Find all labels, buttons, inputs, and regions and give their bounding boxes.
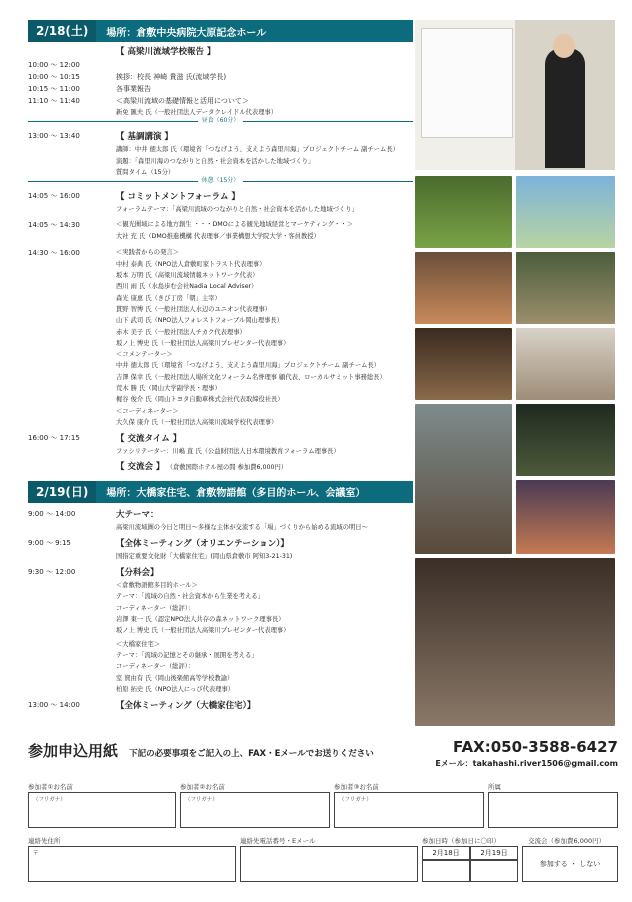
bunkakai-a-line: テーマ：「流域の自然・社会資本から生業を考える」 xyxy=(116,593,264,601)
rest-break: 休憩（15分） xyxy=(28,181,413,188)
lunch-break: 昼食（60分） xyxy=(28,121,413,128)
day2-date: 2/19(日) xyxy=(28,481,96,503)
theme-label: 大テーマ： xyxy=(116,509,159,520)
lecture-speaker: 講師：中井 徳太郎 氏（環境省「つなげよう、支えよう森里川海」プロジェクトチーム 副チーム長） xyxy=(116,146,399,154)
section-commit-title: 【 コミットメントフォーラム 】 xyxy=(116,192,240,203)
basic-info-speaker: 新免 匯夫 氏（一般社団法人データクレイドル代表理事） xyxy=(116,109,278,116)
day1-place: 場所：倉敷中央病院大原記念ホール xyxy=(106,27,267,39)
label-phone: 連絡先電話番号・Eメール xyxy=(240,837,316,845)
phone-field[interactable] xyxy=(240,846,418,882)
practitioners-title: ＜実践者からの発言＞ xyxy=(116,248,179,256)
date2-option[interactable]: 2月19日 xyxy=(470,846,518,860)
practitioner-item: 坂ノ上 博史 氏（一般社団法人高梁川プレゼンター代表理事） xyxy=(116,339,290,347)
bunkakai-a-line: 坂ノ上 博史 氏（一般社団法人高梁川プレゼンター代表理事） xyxy=(116,627,290,635)
date2-checkbox[interactable] xyxy=(470,860,518,882)
time-basic-info: 11:10 ～ 11:40 xyxy=(28,97,80,105)
time-practitioners: 14:30 ～ 16:00 xyxy=(28,248,80,257)
form-title: 参加申込用紙 xyxy=(28,742,119,760)
practitioner-item: 坂本 万明 氏（高梁川流域情報ネットワーク代表） xyxy=(116,272,259,280)
day2-place: 場所：大橋家住宅、倉敷物語館（多目的ホール、会議室） xyxy=(106,488,366,500)
practitioner-item: 貫野 智博 氏（一般社団法人水辺のユニオン代表理事） xyxy=(116,305,272,313)
address-field[interactable]: 〒 xyxy=(28,846,236,882)
practitioner-item: 山下 武司 氏（NPO法人フォレストフォーブル岡山理事長） xyxy=(116,317,284,325)
time-reports: 10:15 ～ 11:00 xyxy=(28,85,80,93)
time-commit: 14:05 ～ 16:00 xyxy=(28,192,80,201)
commentator-item: 吉澤 保幸 氏（一般社団法人場所文化フォーラム名誉理事 顧代表、ローカルサミット事務総長） xyxy=(116,373,386,381)
practitioner-item: 森光 康恵 氏（きび丁房「朝」主宰） xyxy=(116,294,221,302)
theme-text: 高梁川流域圏の今日と明日～多様な主体が交流する「場」づくりから始める流域の明日～ xyxy=(116,523,368,531)
bunkakai-title: 【分科会】 xyxy=(116,568,159,579)
name2-field[interactable]: （フリガナ） xyxy=(180,792,330,828)
commentator-item: 中井 徳太郎 氏（環境省「つなげよう、支えよう森里川海」プロジェクトチーム 副チーム長） xyxy=(116,362,381,370)
application-form xyxy=(28,738,618,868)
time-lecture: 13:00 ～ 13:40 xyxy=(28,132,80,141)
affiliation-field[interactable] xyxy=(488,792,618,828)
date1-option[interactable]: 2月18日 xyxy=(422,846,470,860)
practitioner-item: 中村 泰典 氏（NPO法人倉敷町家トラスト代表理事） xyxy=(116,260,266,268)
exchange-facilitator: ファシリテーター：川嶋 直 氏（公益財団法人日本環境教育フォーラム理事長） xyxy=(116,448,340,456)
specimen-photo xyxy=(516,328,615,400)
section-lecture-title: 【 基調講演 】 xyxy=(116,132,173,143)
meeting-place: 国指定重要文化財「大橋家住宅」(岡山県倉敷市 阿知3-21-31) xyxy=(116,552,293,560)
birdhouse-photo xyxy=(415,404,512,554)
coordinator-title: ＜コーディネーター＞ xyxy=(116,407,179,415)
section-exchange-title: 【 交流タイム 】 xyxy=(116,434,182,445)
bunkakai-b-line: 柏原 拓史 氏（NPO法人にっぴ代表理事） xyxy=(116,685,235,693)
greeting-text: 挨拶：校長 神崎 貴滋 氏(流域学長) xyxy=(116,73,227,81)
time-greeting: 10:00 ～ 10:15 xyxy=(28,73,80,81)
fax-number: FAX:050-3588-6427 xyxy=(453,738,618,756)
bunkakai-a-line: 岩澤 東一 氏（認定NPO法人共存の森ネットワーク理事長） xyxy=(116,616,285,624)
name1-field[interactable]: （フリガナ） xyxy=(28,792,176,828)
bunkakai-a-title: ＜倉敷物語館多目的ホール＞ xyxy=(116,582,198,590)
group-photo xyxy=(516,252,615,324)
day1-header xyxy=(28,20,413,42)
email-address: Eメール：takahashi.river1506@gmail.com xyxy=(435,759,618,768)
bunkakai-b-line: テーマ：「流域の記憶とその継承・展開を考える」 xyxy=(116,651,258,659)
meeting-title: 【全体ミーティング（オリエンテーション）】 xyxy=(116,538,289,549)
practitioner-item: 西川 雨 氏（水島歩む会社Nadia Local Adviser） xyxy=(116,283,258,291)
time-report: 10:00 ～ 12:00 xyxy=(28,61,80,69)
reports-text: 各事業報告 xyxy=(116,85,151,93)
label-date: 参加日時（参加日に〇印） xyxy=(422,837,500,845)
night-photo xyxy=(516,404,615,476)
dmo-title: ＜観光圏域による地方創生 ・・・DMOによる観光地域経営とマーケティング・・＞ xyxy=(116,221,353,229)
time-exchange: 16:00 ～ 17:15 xyxy=(28,434,80,443)
bunkakai-b-title: ＜大橋家住宅＞ xyxy=(116,640,161,648)
bunkakai-b-line: コーディネーター（総評）： xyxy=(116,663,195,671)
schedule xyxy=(28,20,413,712)
time-meeting: 9:00 ～ 9:15 xyxy=(28,538,71,547)
label-name3: 参加者③お名前 xyxy=(334,783,379,791)
dmo-speaker: 大社 充 氏（DMO推進機構 代表理事／事業構想大学院大学・客員教授） xyxy=(116,233,320,241)
time-dmo: 14:05 ～ 14:30 xyxy=(28,221,80,230)
section-party-title: 【 交流会 】 xyxy=(116,461,165,472)
lecture-qa: 質問タイム（15分） xyxy=(116,168,175,176)
sunset-photo xyxy=(516,480,615,554)
label-address: 連絡先住所 xyxy=(28,837,61,845)
label-name1: 参加者①お名前 xyxy=(28,783,73,791)
day2-header xyxy=(28,481,413,503)
bunkakai-a-line: コーディネーター（総評）： xyxy=(116,604,195,612)
date1-checkbox[interactable] xyxy=(422,860,470,882)
time-bunkakai: 9:30 ～ 12:00 xyxy=(28,568,76,577)
bunkakai-b-line: 室 賀由有 氏（岡山後楽館高等学校教諭） xyxy=(116,674,234,682)
party-note: （倉敷国際ホテル屋の間 参加費6,000円） xyxy=(166,463,288,471)
label-affiliation: 所属 xyxy=(488,783,501,791)
commentator-item: 荒木 勝 氏（岡山大学副学長・理事） xyxy=(116,385,221,393)
name3-field[interactable]: （フリガナ） xyxy=(334,792,484,828)
commentator-item: 梶谷 俊介 氏（岡山トヨタ自動車株式会社代表取締役社長） xyxy=(116,396,284,404)
practitioner-item: 赤木 美子 氏（一般社団法人チカク代表理事） xyxy=(116,328,246,336)
label-party: 交流会（参加費6,000円） xyxy=(528,837,606,845)
basic-info-text: ＜高梁川流域の基礎情報と活用について＞ xyxy=(116,97,249,105)
kids-photo xyxy=(415,252,512,324)
final-meeting-title: 【全体ミーティング（大橋家住宅）】 xyxy=(116,701,256,712)
field-photo-2 xyxy=(516,176,615,248)
commentators-title: ＜コメンテーター＞ xyxy=(116,351,173,359)
day1-date: 2/18(土) xyxy=(28,20,96,42)
party-option[interactable]: 参加する ・ しない xyxy=(522,846,618,882)
section-report-title: 【 高梁川流域学校報告 】 xyxy=(116,47,216,57)
time-final: 13:00 ～ 14:00 xyxy=(28,701,80,710)
exhibit-photo xyxy=(415,558,615,726)
coordinator-name: 大久保 康介 氏（一般社団法人高梁川流域学校代表理事） xyxy=(116,418,278,426)
label-name2: 参加者②お名前 xyxy=(180,783,225,791)
form-subtitle: 下記の必要事項をご記入の上、FAX・Eメールでお送りください xyxy=(129,749,374,759)
workshop-photo xyxy=(415,328,512,400)
time-theme: 9:00 ～ 14:00 xyxy=(28,509,76,518)
lecture-topic: 演題：「森里川海のつながりと自然・社会資本を活かした地域づくり」 xyxy=(116,157,315,165)
lecture-photo xyxy=(415,20,615,170)
commit-theme: フォーラムテーマ：「高梁川流域のつながりと自然・社会資本を活かした地域づくり」 xyxy=(116,206,358,214)
field-photo-1 xyxy=(415,176,512,248)
